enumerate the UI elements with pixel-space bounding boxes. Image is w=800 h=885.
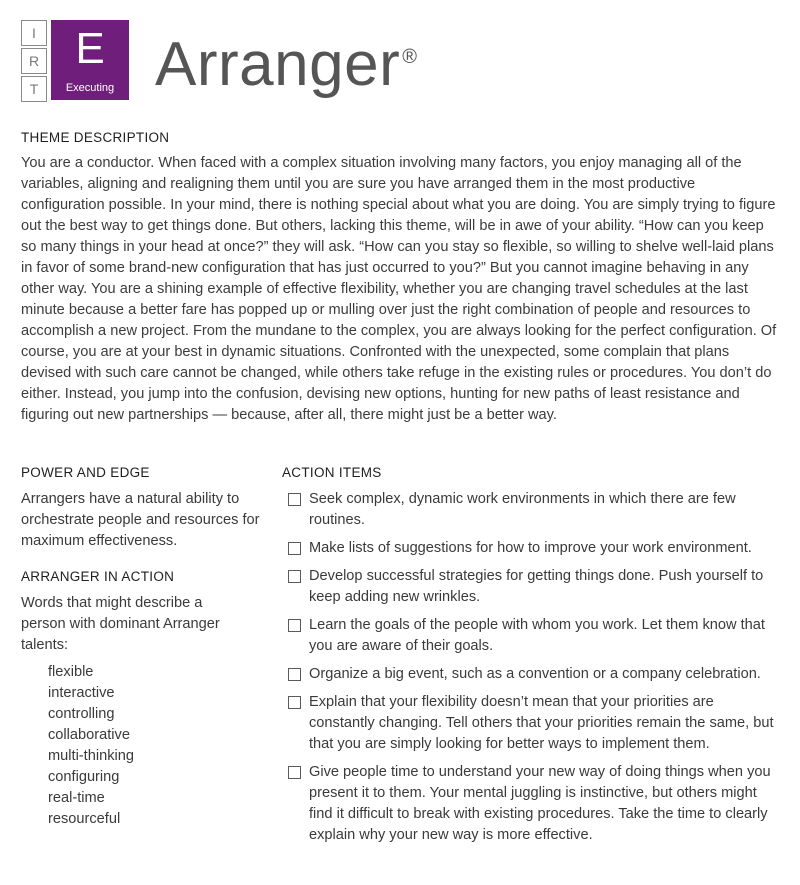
talent-word: controlling bbox=[48, 706, 115, 722]
action-item-checkbox[interactable] bbox=[288, 619, 301, 632]
action-item-text: Explain that your flexibility doesn’t mean that your priorities are constantly changing. Tell others that your priorities remain the same, but that you are simply looking for better ways to implement them. bbox=[309, 694, 774, 752]
talent-word: flexible bbox=[48, 664, 94, 680]
irt-letter-r: R bbox=[21, 48, 47, 74]
talent-word: multi-thinking bbox=[48, 748, 134, 764]
domain-letter: E bbox=[75, 24, 105, 73]
irt-domain-key bbox=[21, 20, 47, 100]
talent-word: real-time bbox=[48, 790, 105, 806]
action-item-checkbox[interactable] bbox=[288, 668, 301, 681]
action-item-checkbox[interactable] bbox=[288, 542, 301, 555]
arranger-in-action-heading: ARRANGER IN ACTION bbox=[21, 569, 175, 584]
header bbox=[21, 20, 581, 100]
registered-mark: ® bbox=[402, 46, 418, 68]
action-item-checkbox[interactable] bbox=[288, 570, 301, 583]
irt-letter-i: I bbox=[21, 20, 47, 46]
action-item bbox=[288, 692, 783, 755]
theme-title-text: Arranger bbox=[155, 30, 401, 99]
action-item-text: Organize a big event, such as a convention or a company celebration. bbox=[309, 666, 761, 682]
action-item bbox=[288, 566, 783, 608]
action-items-heading: ACTION ITEMS bbox=[282, 465, 382, 480]
action-item-checkbox[interactable] bbox=[288, 766, 301, 779]
action-item bbox=[288, 664, 783, 685]
domain-name: Executing bbox=[65, 82, 115, 94]
domain-badge bbox=[51, 20, 129, 100]
theme-description-heading: THEME DESCRIPTION bbox=[21, 130, 170, 145]
action-item-checkbox[interactable] bbox=[288, 493, 301, 506]
action-item-text: Seek complex, dynamic work environments in which there are few routines. bbox=[309, 491, 736, 528]
action-item-text: Make lists of suggestions for how to improve your work environment. bbox=[309, 540, 752, 556]
power-and-edge-text: Arrangers have a natural ability to orchestrate people and resources for maximum effectiveness. bbox=[21, 491, 260, 549]
action-item-text: Give people time to understand your new way of doing things when you present it to them. Your mental juggling is instinctive, but others might find it difficult to break with existing procedures. Take the time to clearly explain why your new way is more effective. bbox=[309, 764, 771, 843]
action-item-text: Learn the goals of the people with whom you work. Let them know that you are aware of their goals. bbox=[309, 617, 765, 654]
talent-word: collaborative bbox=[48, 727, 130, 743]
action-item-checkbox[interactable] bbox=[288, 696, 301, 709]
irt-letter-t: T bbox=[21, 76, 47, 102]
action-item bbox=[288, 762, 783, 846]
talent-word-list bbox=[48, 662, 134, 830]
theme-description-text: You are a conductor. When faced with a complex situation involving many factors, you enjoy managing all of the variables, aligning and realigning them until you are sure you have arranged them in the most productive configuration possible. In your mind, there is nothing special about what you are doing. You are simply trying to figure out the best way to get things done. But others, lacking this theme, will be in awe of your ability. “How can you keep so many things in your head at once?” they will ask. “How can you stay so flexible, so willing to shelve well-laid plans in favor of some brand-new configuration that has just occurred to you?” But you cannot imagine behaving in any other way. You are a shining example of effective flexibility, whether you are changing travel schedules at the last minute because a better fare has popped up or mulling over just the right combination of people and resources to accomplish a new project. From the mundane to the complex, you are always looking for the perfect configuration. Of course, you are at your best in dynamic situations. Confronted with the unexpected, some complain that plans devised with such care cannot be changed, while others take refuge in the existing rules or procedures. You don’t do either. Instead, you jump into the confusion, devising new options, hunting for new paths of least resistance and figuring out new partnerships — because, after all, there might just be a better way. bbox=[21, 155, 777, 423]
action-item bbox=[288, 538, 783, 559]
theme-title bbox=[155, 25, 417, 119]
talent-word: interactive bbox=[48, 685, 115, 701]
action-items-list bbox=[288, 489, 783, 853]
power-and-edge-heading: POWER AND EDGE bbox=[21, 465, 150, 480]
arranger-in-action-text: Words that might describe a person with dominant Arranger talents: bbox=[21, 595, 220, 653]
action-item-text: Develop successful strategies for getting things done. Push yourself to keep adding new wrinkles. bbox=[309, 568, 764, 605]
talent-word: resourceful bbox=[48, 811, 121, 827]
talent-word: configuring bbox=[48, 769, 120, 785]
action-item bbox=[288, 489, 783, 531]
action-item bbox=[288, 615, 783, 657]
